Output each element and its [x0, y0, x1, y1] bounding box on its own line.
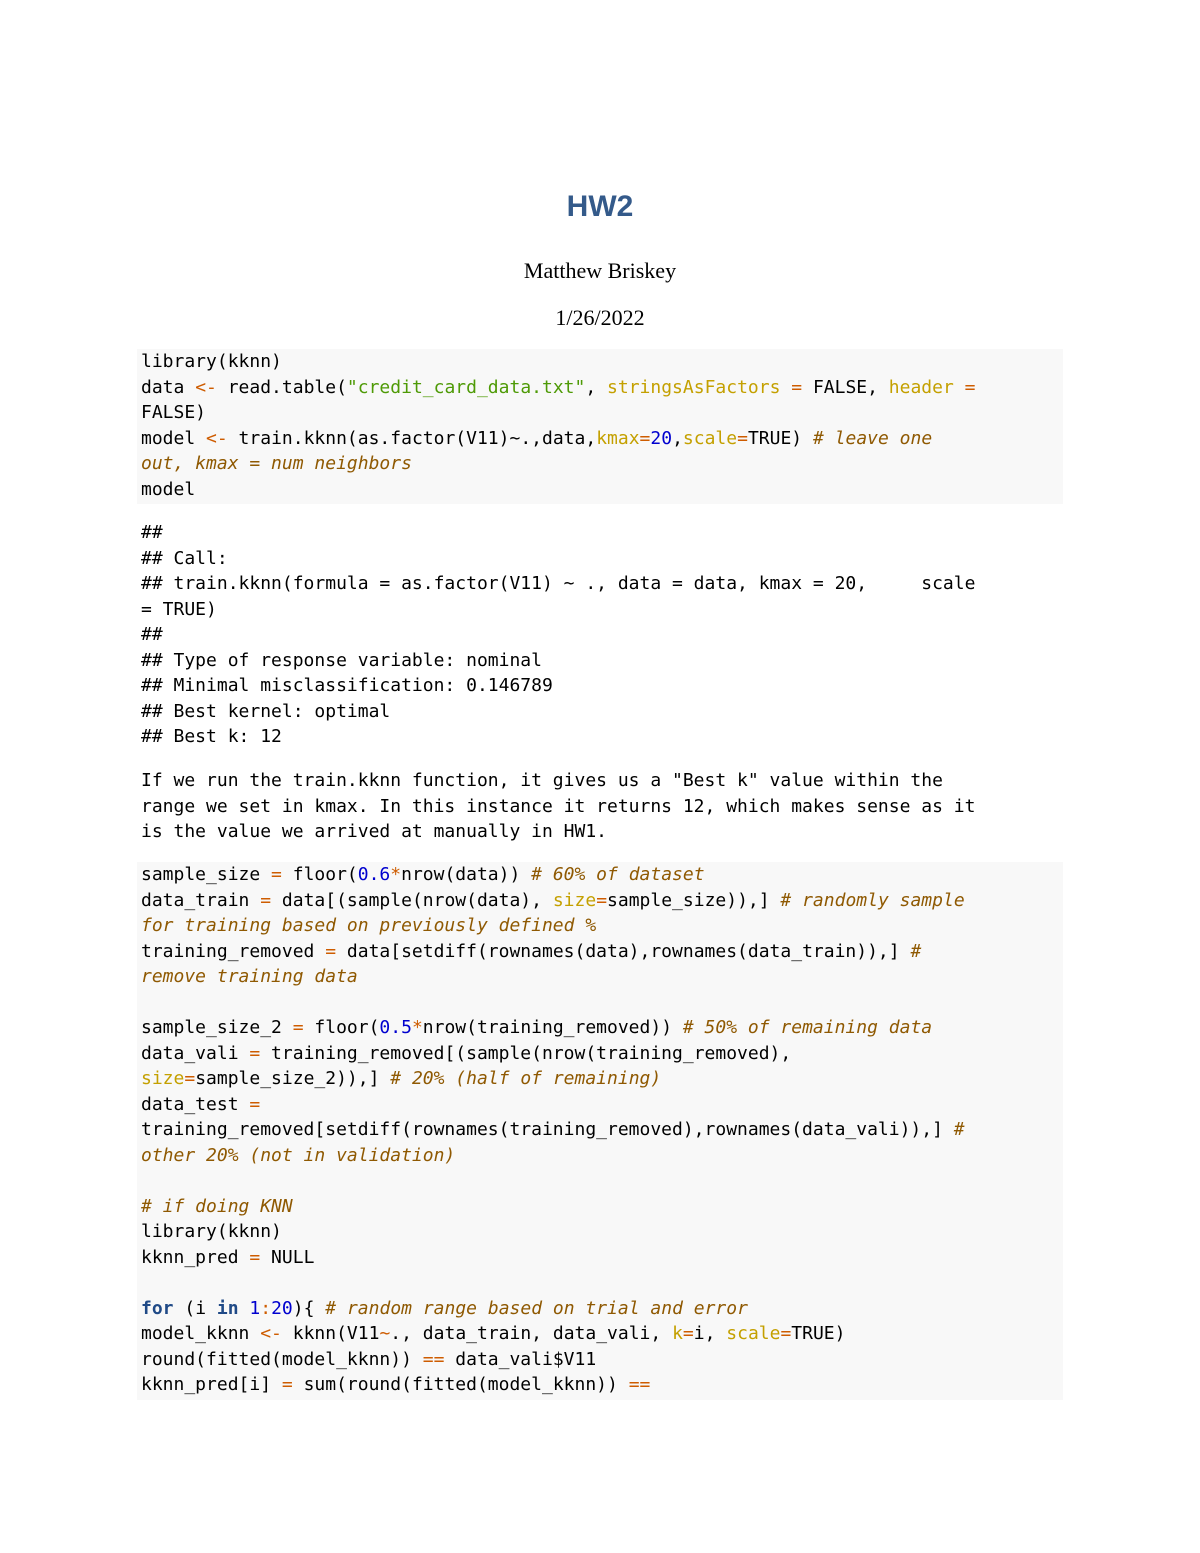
output-line: ## Type of response variable: nominal	[141, 649, 542, 671]
output-line: ## Call:	[141, 547, 228, 569]
code-line: out, kmax = num neighbors	[141, 453, 412, 474]
code-line: sample_size_2 = floor(0.5*nrow(training_removed)) # 50% of remaining data	[141, 1017, 933, 1038]
code-line: model <- train.kknn(as.factor(V11)~.,data,kmax=20,scale=TRUE) # leave one	[141, 427, 933, 449]
output-line: = TRUE)	[141, 598, 217, 620]
code-line: other 20% (not in validation)	[141, 1144, 456, 1166]
document-title: HW2	[566, 190, 634, 223]
code-line: model_kknn <- kknn(V11~., data_train, data_vali, k=i, scale=TRUE)	[141, 1323, 846, 1344]
code-line: FALSE)	[141, 402, 207, 423]
prose-line: is the value we arrived at manually in HW1.	[141, 821, 607, 842]
code-output-train-kknn	[137, 520, 1063, 752]
code-line: library(kknn)	[141, 351, 282, 372]
code-line: data_train = data[(sample(nrow(data), size=sample_size)),] # randomly sample	[141, 889, 965, 911]
code-line: # if doing KNN	[141, 1195, 293, 1217]
document-date: 1/26/2022	[555, 305, 645, 330]
code-line: model	[141, 478, 196, 500]
prose-line: range we set in kmax. In this instance it returns 12, which makes sense as it	[141, 795, 976, 817]
code-line: kknn_pred = NULL	[141, 1246, 315, 1268]
code-line: for training based on previously defined %	[141, 915, 597, 936]
code-chunk-train-kknn	[137, 349, 1063, 504]
code-line: training_removed[setdiff(rownames(training_removed),rownames(data_vali)),] #	[141, 1119, 965, 1140]
code-line: size=sample_size_2)),] # 20% (half of remaining)	[141, 1068, 662, 1089]
output-line: ##	[141, 522, 163, 543]
code-line: kknn_pred[i] = sum(round(fitted(model_kknn)) ==	[141, 1374, 651, 1395]
output-line: ## Minimal misclassification: 0.146789	[141, 675, 553, 696]
output-line: ##	[141, 624, 163, 645]
code-line: data_vali = training_removed[(sample(nrow(training_removed),	[141, 1042, 792, 1064]
prose-line: If we run the train.kknn function, it gives us a "Best k" value within the	[141, 770, 943, 791]
explanation-paragraph	[141, 768, 1061, 845]
code-chunk-split-and-knn	[137, 862, 1063, 1400]
code-line: data_test =	[141, 1093, 261, 1115]
code-line: sample_size = floor(0.6*nrow(data)) # 60% of dataset	[141, 864, 705, 885]
code-line: round(fitted(model_kknn)) == data_vali$V11	[141, 1348, 597, 1370]
code-line: remove training data	[141, 966, 358, 987]
output-line: ## Best k: 12	[141, 726, 282, 747]
document-author: Matthew Briskey	[523, 258, 677, 283]
code-line: for (i in 1:20){ # random range based on trial and error	[141, 1297, 748, 1319]
code-line: data <- read.table("credit_card_data.txt", stringsAsFactors = FALSE, header =	[141, 376, 976, 398]
output-line: ## train.kknn(formula = as.factor(V11) ~ ., data = data, kmax = 20, scale	[141, 573, 976, 594]
output-line: ## Best kernel: optimal	[141, 700, 391, 722]
code-line: library(kknn)	[141, 1221, 282, 1242]
code-line: training_removed = data[setdiff(rownames(data),rownames(data_train)),] #	[141, 940, 922, 962]
